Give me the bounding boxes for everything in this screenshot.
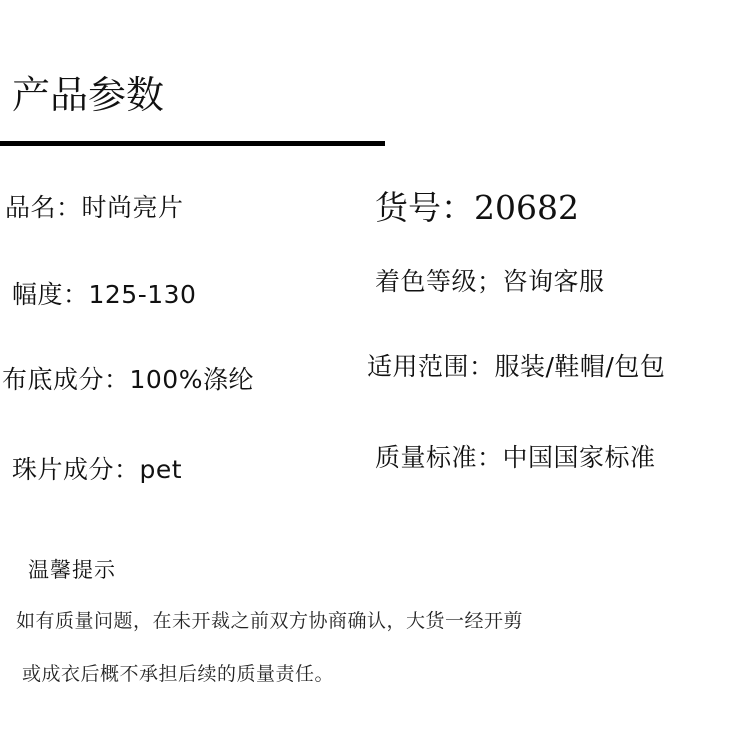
spec-usage-range: 适用范围：服装/鞋帽/包包 xyxy=(367,352,666,381)
title-divider xyxy=(0,141,385,146)
spec-item-number: 货号：20682 xyxy=(375,188,579,227)
spec-product-name: 品名：时尚亮片 xyxy=(5,193,184,222)
spec-width: 幅度：125-130 xyxy=(12,280,197,309)
notice-line-1: 如有质量问题，在未开裁之前双方协商确认，大货一经开剪 xyxy=(16,610,524,632)
spec-dyeing-grade: 着色等级；咨询客服 xyxy=(375,267,605,296)
notice-title: 温馨提示 xyxy=(28,558,116,582)
spec-quality-standard: 质量标准：中国国家标准 xyxy=(375,443,656,472)
spec-bead-material: 珠片成分：pet xyxy=(12,455,183,484)
spec-base-fabric: 布底成分：100%涤纶 xyxy=(2,365,254,394)
notice-line-2: 或成衣后概不承担后续的质量责任。 xyxy=(22,663,335,685)
page-title: 产品参数 xyxy=(12,73,165,117)
